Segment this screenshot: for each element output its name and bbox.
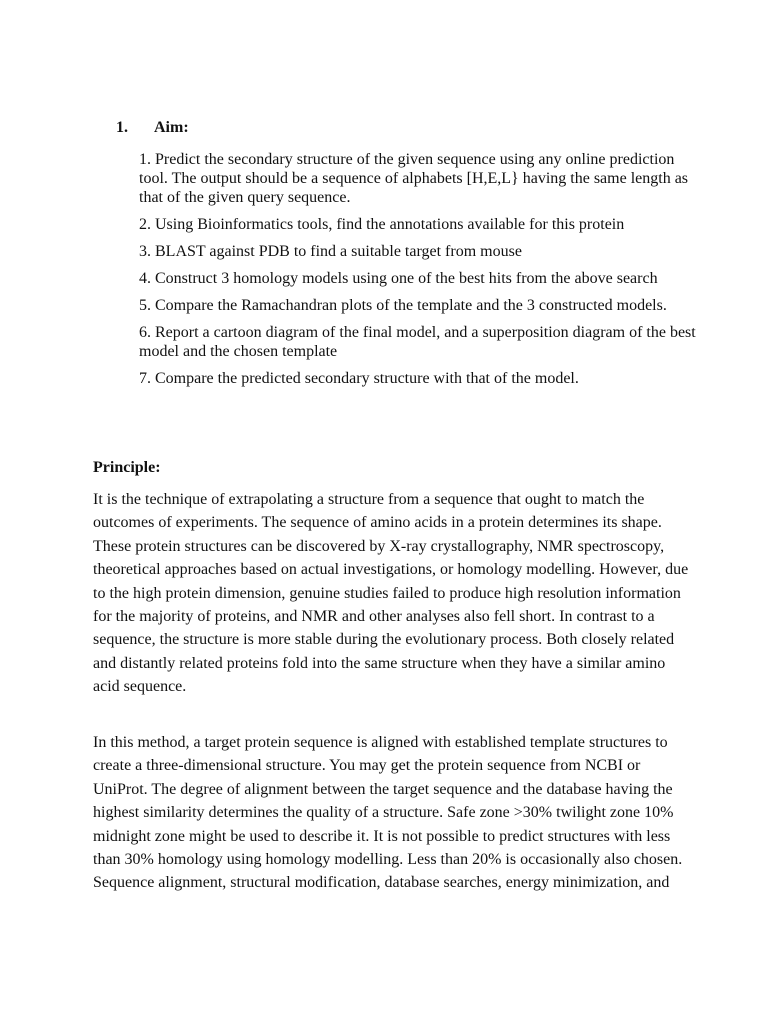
aim-item-3: 3. BLAST against PDB to find a suitable target from mouse xyxy=(139,243,522,260)
aim-item-2: 2. Using Bioinformatics tools, find the annotations available for this protein xyxy=(139,216,625,233)
aim-item-6: 6. Report a cartoon diagram of the final model, and a superposition diagram of the best model and the chosen template xyxy=(139,324,696,360)
principle-paragraph-1: It is the technique of extrapolating a structure from a sequence that ought to match the outcomes of experiments. The sequence of amino acids in a protein determines its shape. These protein structures can be discovered by X-ray crystallography, NMR spectroscopy, theoretical approaches based on actual investigations, or homology modelling. However, due to the high protein dimension, genuine studies failed to produce high resolution information for the majority of proteins, and NMR and other analyses also fell short. In contrast to a sequence, the structure is more stable during the evolutionary process. Both closely related and distantly related proteins fold into the same structure when they have a similar amino acid sequence. xyxy=(93,491,689,696)
principle-heading: Principle: xyxy=(93,459,161,476)
aim-list xyxy=(139,150,699,396)
aim-item-1: 1. Predict the secondary structure of the given sequence using any online prediction tool. The output should be a sequence of alphabets [H,E,L} having the same length as that of the given query sequence. xyxy=(139,151,689,206)
principle-paragraph-2: In this method, a target protein sequence is aligned with established template structures to create a three-dimensional structure. You may get the protein sequence from NCBI or UniProt. The degree of alignment between the target sequence and the database having the highest similarity determines the quality of a structure. Safe zone >30% twilight zone 10% midnight zone might be used to describe it. It is not possible to predict structures with less than 30% homology using homology modelling. Less than 20% is occasionally also chosen. Sequence alignment, structural modification, database searches, energy minimization, and xyxy=(93,734,683,892)
aim-heading xyxy=(116,118,189,138)
aim-item-5: 5. Compare the Ramachandran plots of the template and the 3 constructed models. xyxy=(139,297,667,314)
aim-heading-number: 1. xyxy=(116,119,128,136)
aim-item-7: 7. Compare the predicted secondary structure with that of the model. xyxy=(139,370,579,387)
aim-heading-label: Aim: xyxy=(154,119,189,136)
aim-item-4: 4. Construct 3 homology models using one of the best hits from the above search xyxy=(139,270,658,287)
